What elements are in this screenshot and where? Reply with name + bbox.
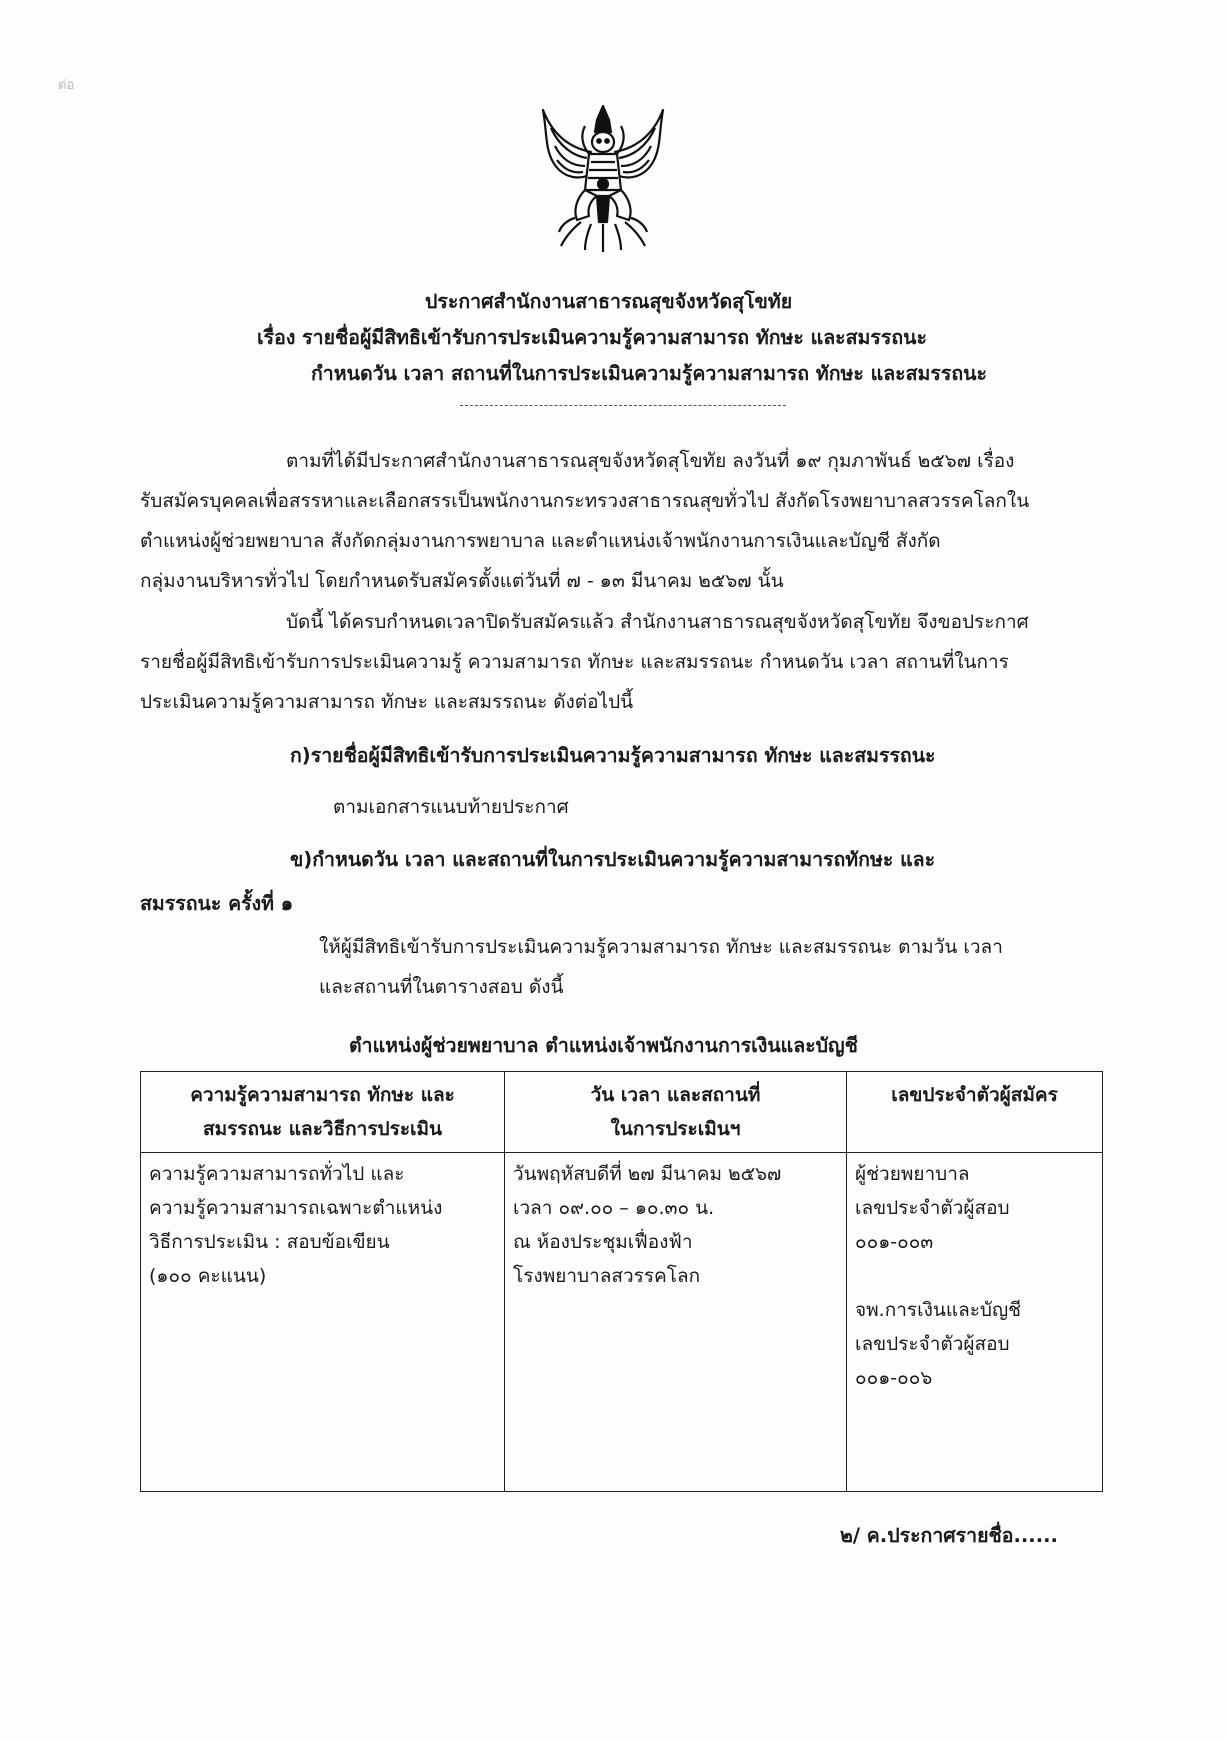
header-line-2: เรื่อง รายชื่อผู้มีสิทธิเข้ารับการประเมินความรู้ความสามารถ ทักษะ และสมรรถนะ: [257, 326, 927, 349]
para2-line-3: ประเมินความรู้ความสามารถ ทักษะ และสมรรถนะ ดังต่อไปนี้: [140, 691, 634, 713]
header-cell-applicant-id: [847, 1072, 1103, 1153]
intro-line-3: ตำแหน่งผู้ช่วยพยาบาล สังกัดกลุ่มงานการพยาบาล และตำแหน่งเจ้าพนักงานการเงินและบัญชี สังกัด: [140, 530, 941, 552]
section-b-heading-2: สมรรถนะ ครั้งที่ ๑: [140, 892, 294, 915]
cell-text: เลขประจำตัวผู้สอบ: [855, 1333, 1010, 1355]
cell-datetime: [505, 1153, 847, 1492]
cell-text: ๐๐๑-๐๐๓: [855, 1231, 934, 1253]
cell-text: ณ ห้องประชุมเฟื่องฟ้า: [513, 1231, 693, 1253]
exam-schedule-table: [140, 1071, 1103, 1492]
header-text: ในการประเมินฯ: [610, 1118, 741, 1140]
intro-line-4: กลุ่มงานบริหารทั่วไป โดยกำหนดรับสมัครตั้งแต่วันที่ ๗ - ๑๓ มีนาคม ๒๕๖๗ นั้น: [140, 570, 784, 592]
page-continuation: ๒/ ค.ประกาศรายชื่อ......: [840, 1524, 1058, 1547]
title-divider: [460, 405, 786, 406]
garuda-emblem-icon: [531, 98, 675, 254]
cell-text: วันพฤหัสบดีที่ ๒๗ มีนาคม ๒๕๖๗: [513, 1163, 782, 1185]
cell-text: โรงพยาบาลสวรรคโลก: [513, 1265, 701, 1287]
cell-text: วิธีการประเมิน : สอบข้อเขียน: [149, 1231, 390, 1253]
intro-line-2: รับสมัครบุคคลเพื่อสรรหาและเลือกสรรเป็นพนักงานกระทรวงสาธารณสุขทั่วไป สังกัดโรงพยาบาลสวรรคโลกใน: [140, 490, 1030, 512]
intro-line-1: ตามที่ได้มีประกาศสำนักงานสาธารณสุขจังหวัดสุโขทัย ลงวันที่ ๑๙ กุมภาพันธ์ ๒๕๖๗ เรื่อง: [286, 450, 1015, 472]
table-header-row: [141, 1072, 1103, 1153]
cell-competency: [141, 1153, 505, 1492]
cell-text: เลขประจำตัวผู้สอบ: [855, 1197, 1010, 1219]
section-a-heading: ก)รายชื่อผู้มีสิทธิเข้ารับการประเมินความรู้ความสามารถ ทักษะ และสมรรถนะ: [290, 744, 936, 767]
header-cell-competency: [141, 1072, 505, 1153]
header-cell-datetime: [505, 1072, 847, 1153]
cell-text: เวลา ๐๙.๐๐ – ๑๐.๓๐ น.: [513, 1197, 715, 1219]
margin-note: ต่อ: [58, 78, 75, 93]
header-text: ความรู้ความสามารถ ทักษะ และ: [190, 1084, 455, 1106]
header-text: เลขประจำตัวผู้สมัคร: [891, 1084, 1058, 1106]
section-b-heading-1: ข)กำหนดวัน เวลา และสถานที่ในการประเมินความรู้ความสามารถทักษะ และ: [290, 848, 936, 871]
cell-text: จพ.การเงินและบัญชี: [855, 1299, 1022, 1321]
cell-text: ความรู้ความสามารถทั่วไป และ: [149, 1163, 405, 1185]
cell-text: ๐๐๑-๐๐๖: [855, 1367, 933, 1389]
section-b-text-1: ให้ผู้มีสิทธิเข้ารับการประเมินความรู้ความสามารถ ทักษะ และสมรรถนะ ตามวัน เวลา: [319, 936, 1003, 958]
para2-line-1: บัดนี้ ได้ครบกำหนดเวลาปิดรับสมัครแล้ว สำนักงานสาธารณสุขจังหวัดสุโขทัย จึงขอประกาศ: [286, 611, 1029, 633]
cell-spacer: [855, 1259, 1094, 1293]
header-text: สมรรถนะ และวิธีการประเมิน: [202, 1118, 443, 1140]
cell-applicant-ids: [847, 1153, 1103, 1492]
section-b-text-2: และสถานที่ในตารางสอบ ดังนี้: [319, 976, 564, 998]
cell-text: ผู้ช่วยพยาบาล: [855, 1163, 970, 1185]
table-row: [141, 1153, 1103, 1492]
header-line-1: ประกาศสำนักงานสาธารณสุขจังหวัดสุโขทัย: [425, 290, 793, 313]
header-line-3: กำหนดวัน เวลา สถานที่ในการประเมินความรู้ความสามารถ ทักษะ และสมรรถนะ: [311, 362, 987, 385]
cell-text: ความรู้ความสามารถเฉพาะตำแหน่ง: [149, 1197, 443, 1219]
section-a-text: ตามเอกสารแนบท้ายประกาศ: [333, 796, 569, 818]
header-text: วัน เวลา และสถานที่: [590, 1084, 761, 1106]
para2-line-2: รายชื่อผู้มีสิทธิเข้ารับการประเมินความรู้ ความสามารถ ทักษะ และสมรรถนะ กำหนดวัน เวลา สถานที่ในการ: [140, 651, 1009, 673]
table-title: ตำแหน่งผู้ช่วยพยาบาล ตำแหน่งเจ้าพนักงานการเงินและบัญชี: [349, 1034, 858, 1057]
cell-text: (๑๐๐ คะแนน): [149, 1265, 267, 1287]
